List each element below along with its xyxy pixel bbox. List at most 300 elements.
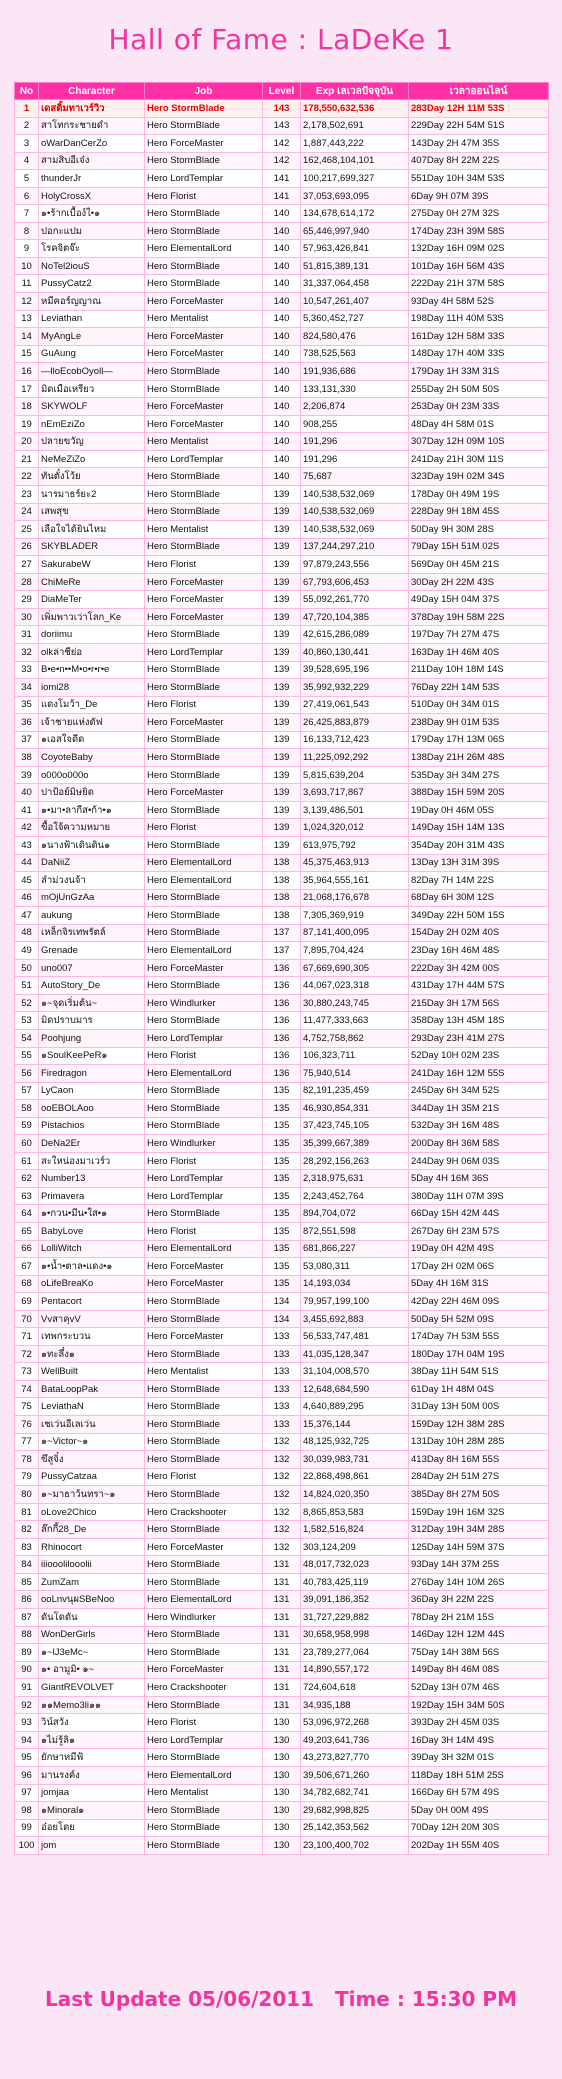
character-cell: เดสติ้มทาเวร์วิว <box>39 100 145 118</box>
exp-cell: 137,244,297,210 <box>301 538 409 556</box>
level-cell: 139 <box>263 801 301 819</box>
character-cell: Firedragon <box>39 1065 145 1083</box>
character-cell: doriimu <box>39 626 145 644</box>
rank-cell: 28 <box>15 573 39 591</box>
level-cell: 131 <box>263 1609 301 1627</box>
table-row <box>15 573 549 591</box>
online-time-cell: 323Day 19H 02M 34S <box>409 468 549 486</box>
table-row <box>15 100 549 118</box>
character-cell: WellBuilt <box>39 1363 145 1381</box>
level-cell: 131 <box>263 1556 301 1574</box>
rank-cell: 87 <box>15 1609 39 1627</box>
online-time-cell: 93Day 14H 37M 25S <box>409 1556 549 1574</box>
job-cell: Hero StormBlade <box>145 1380 263 1398</box>
exp-cell: 47,720,104,385 <box>301 608 409 626</box>
table-row <box>15 310 549 328</box>
rank-cell: 79 <box>15 1468 39 1486</box>
rank-cell: 100 <box>15 1837 39 1855</box>
level-cell: 140 <box>263 468 301 486</box>
exp-cell: 34,782,682,741 <box>301 1784 409 1802</box>
exp-cell: 1,024,320,012 <box>301 819 409 837</box>
online-time-cell: 179Day 17H 13M 06S <box>409 731 549 749</box>
rank-cell: 72 <box>15 1345 39 1363</box>
online-time-cell: 532Day 3H 16M 48S <box>409 1117 549 1135</box>
exp-cell: 42,615,286,089 <box>301 626 409 644</box>
table-row <box>15 468 549 486</box>
table-row <box>15 433 549 451</box>
job-cell: Hero ForceMaster <box>145 784 263 802</box>
online-time-cell: 276Day 14H 10M 26S <box>409 1573 549 1591</box>
table-row <box>15 1328 549 1346</box>
job-cell: Hero StormBlade <box>145 1012 263 1030</box>
job-cell: Hero ForceMaster <box>145 591 263 609</box>
level-cell: 139 <box>263 503 301 521</box>
level-cell: 130 <box>263 1766 301 1784</box>
level-cell: 140 <box>263 450 301 468</box>
table-row <box>15 1117 549 1135</box>
online-time-cell: 275Day 0H 27M 32S <box>409 205 549 223</box>
character-cell: ขึสูจิ๋ง <box>39 1451 145 1469</box>
job-cell: Hero StormBlade <box>145 503 263 521</box>
level-cell: 138 <box>263 907 301 925</box>
online-time-cell: 238Day 9H 01M 53S <box>409 714 549 732</box>
table-row <box>15 1170 549 1188</box>
level-cell: 132 <box>263 1451 301 1469</box>
level-cell: 139 <box>263 573 301 591</box>
character-cell: olkล่าชีย่อ <box>39 643 145 661</box>
level-cell: 130 <box>263 1749 301 1767</box>
table-row <box>15 1380 549 1398</box>
level-cell: 140 <box>263 380 301 398</box>
online-time-cell: 378Day 19H 58M 22S <box>409 608 549 626</box>
job-cell: Hero StormBlade <box>145 363 263 381</box>
rank-cell: 50 <box>15 959 39 977</box>
job-cell: Hero StormBlade <box>145 1451 263 1469</box>
online-time-cell: 36Day 3H 22M 22S <box>409 1591 549 1609</box>
table-row <box>15 1591 549 1609</box>
rank-cell: 7 <box>15 205 39 223</box>
character-cell: ทันตั๋งโว้ย <box>39 468 145 486</box>
exp-cell: 11,225,092,292 <box>301 749 409 767</box>
rank-cell: 71 <box>15 1328 39 1346</box>
job-cell: Hero ElementalLord <box>145 1766 263 1784</box>
rank-cell: 19 <box>15 415 39 433</box>
exp-cell: 5,815,639,204 <box>301 766 409 784</box>
exp-cell: 30,880,243,745 <box>301 994 409 1012</box>
table-row <box>15 714 549 732</box>
character-cell: BataLoopPak <box>39 1380 145 1398</box>
table-row <box>15 450 549 468</box>
job-cell: Hero StormBlade <box>145 1802 263 1820</box>
level-cell: 136 <box>263 1012 301 1030</box>
job-cell: Hero StormBlade <box>145 468 263 486</box>
exp-cell: 45,375,463,913 <box>301 854 409 872</box>
character-cell: ๑นางฟ้าเดินดิน๑ <box>39 836 145 854</box>
character-cell: CoyoteBaby <box>39 749 145 767</box>
online-time-cell: 70Day 12H 20M 30S <box>409 1819 549 1837</box>
level-cell: 135 <box>263 1240 301 1258</box>
table-row <box>15 1363 549 1381</box>
rank-cell: 67 <box>15 1258 39 1276</box>
table-row <box>15 1714 549 1732</box>
exp-cell: 56,533,747,481 <box>301 1328 409 1346</box>
character-cell: ปอกะแปม <box>39 222 145 240</box>
level-cell: 130 <box>263 1714 301 1732</box>
character-cell: PussyCatz2 <box>39 275 145 293</box>
job-cell: Hero StormBlade <box>145 907 263 925</box>
level-cell: 139 <box>263 714 301 732</box>
character-cell: เจ้าชายแห่งดัฟ <box>39 714 145 732</box>
rank-cell: 20 <box>15 433 39 451</box>
table-row <box>15 1082 549 1100</box>
online-time-cell: 154Day 2H 02M 40S <box>409 924 549 942</box>
character-cell: Rhinocort <box>39 1538 145 1556</box>
exp-cell: 16,133,712,423 <box>301 731 409 749</box>
level-cell: 140 <box>263 205 301 223</box>
exp-cell: 14,824,020,350 <box>301 1486 409 1504</box>
footer <box>0 1983 562 2015</box>
online-time-cell: 93Day 4H 58M 52S <box>409 293 549 311</box>
table-row <box>15 240 549 258</box>
exp-cell: 30,039,983,731 <box>301 1451 409 1469</box>
level-cell: 136 <box>263 977 301 995</box>
exp-cell: 29,682,998,825 <box>301 1802 409 1820</box>
level-cell: 131 <box>263 1696 301 1714</box>
level-cell: 138 <box>263 889 301 907</box>
column-header-level: Level <box>263 83 301 100</box>
exp-cell: 162,468,104,101 <box>301 152 409 170</box>
level-cell: 141 <box>263 187 301 205</box>
online-time-cell: 228Day 9H 18M 45S <box>409 503 549 521</box>
character-cell: GuAung <box>39 345 145 363</box>
character-cell: สามสิบอีเจ๋ง <box>39 152 145 170</box>
character-cell: mOjUnGzAa <box>39 889 145 907</box>
rank-cell: 5 <box>15 170 39 188</box>
level-cell: 130 <box>263 1819 301 1837</box>
character-cell: jomjaa <box>39 1784 145 1802</box>
character-cell: ๑ไม่รู้ลิ๑ <box>39 1731 145 1749</box>
character-cell: โรคจิตจ๊ะ <box>39 240 145 258</box>
rank-cell: 45 <box>15 872 39 890</box>
rank-cell: 13 <box>15 310 39 328</box>
table-row <box>15 1503 549 1521</box>
level-cell: 133 <box>263 1363 301 1381</box>
exp-cell: 1,887,443,222 <box>301 135 409 153</box>
rank-cell: 85 <box>15 1573 39 1591</box>
exp-cell: 79,957,199,100 <box>301 1293 409 1311</box>
table-row <box>15 187 549 205</box>
job-cell: Hero Florist <box>145 819 263 837</box>
online-time-cell: 284Day 2H 51M 27S <box>409 1468 549 1486</box>
level-cell: 142 <box>263 152 301 170</box>
table-row <box>15 1293 549 1311</box>
character-cell: iomi28 <box>39 679 145 697</box>
table-row <box>15 222 549 240</box>
exp-cell: 37,423,745,105 <box>301 1117 409 1135</box>
online-time-cell: 118Day 18H 51M 25S <box>409 1766 549 1784</box>
exp-cell: 894,704,072 <box>301 1205 409 1223</box>
exp-cell: 21,068,176,678 <box>301 889 409 907</box>
exp-cell: 67,669,690,305 <box>301 959 409 977</box>
rank-cell: 24 <box>15 503 39 521</box>
online-time-cell: 197Day 7H 27M 47S <box>409 626 549 644</box>
job-cell: Hero Florist <box>145 556 263 574</box>
online-time-cell: 413Day 8H 16M 55S <box>409 1451 549 1469</box>
job-cell: Hero ElementalLord <box>145 240 263 258</box>
job-cell: Hero LordTemplar <box>145 1187 263 1205</box>
level-cell: 140 <box>263 257 301 275</box>
level-cell: 139 <box>263 696 301 714</box>
level-cell: 139 <box>263 643 301 661</box>
table-row <box>15 889 549 907</box>
character-cell: ๑• อามูมิ• ๑~ <box>39 1661 145 1679</box>
column-header-online-time: เวลาออนไลน์ <box>409 83 549 100</box>
job-cell: Hero ElementalLord <box>145 872 263 890</box>
online-time-cell: 78Day 2H 21M 15S <box>409 1609 549 1627</box>
job-cell: Hero ForceMaster <box>145 345 263 363</box>
rank-cell: 70 <box>15 1310 39 1328</box>
exp-cell: 87,141,400,095 <box>301 924 409 942</box>
level-cell: 130 <box>263 1802 301 1820</box>
online-time-cell: 5Day 4H 16M 36S <box>409 1170 549 1188</box>
exp-cell: 31,104,008,570 <box>301 1363 409 1381</box>
rank-cell: 3 <box>15 135 39 153</box>
table-row <box>15 784 549 802</box>
rank-cell: 60 <box>15 1135 39 1153</box>
exp-cell: 39,091,186,352 <box>301 1591 409 1609</box>
online-time-cell: 19Day 0H 46M 05S <box>409 801 549 819</box>
job-cell: Hero StormBlade <box>145 1573 263 1591</box>
table-row <box>15 626 549 644</box>
character-cell: ๑๑Memo3li๑๑ <box>39 1696 145 1714</box>
table-row <box>15 345 549 363</box>
exp-cell: 65,446,997,940 <box>301 222 409 240</box>
job-cell: Hero StormBlade <box>145 1398 263 1416</box>
character-cell: NoTel2iouS <box>39 257 145 275</box>
job-cell: Hero StormBlade <box>145 1416 263 1434</box>
character-cell: Pistachios <box>39 1117 145 1135</box>
rank-cell: 21 <box>15 450 39 468</box>
character-cell: เหล็กจิรเทพรัตล์ <box>39 924 145 942</box>
exp-cell: 2,178,502,691 <box>301 117 409 135</box>
exp-cell: 53,096,972,268 <box>301 1714 409 1732</box>
job-cell: Hero Mentalist <box>145 1363 263 1381</box>
exp-cell: 55,092,261,770 <box>301 591 409 609</box>
rank-cell: 78 <box>15 1451 39 1469</box>
rank-cell: 40 <box>15 784 39 802</box>
table-row <box>15 521 549 539</box>
table-row <box>15 205 549 223</box>
character-cell: MyAngLe <box>39 328 145 346</box>
exp-cell: 140,538,532,069 <box>301 521 409 539</box>
character-cell: PussyCatzaa <box>39 1468 145 1486</box>
character-cell: ๑SoulKeePeR๑ <box>39 1047 145 1065</box>
exp-cell: 53,080,311 <box>301 1258 409 1276</box>
rank-cell: 99 <box>15 1819 39 1837</box>
online-time-cell: 431Day 17H 44M 57S <box>409 977 549 995</box>
online-time-cell: 61Day 1H 48M 04S <box>409 1380 549 1398</box>
character-cell: ขื้อใจ้ความหมาย <box>39 819 145 837</box>
rank-cell: 90 <box>15 1661 39 1679</box>
job-cell: Hero StormBlade <box>145 679 263 697</box>
character-cell: B•e•n••M•o•r•r•e <box>39 661 145 679</box>
exp-cell: 51,815,389,131 <box>301 257 409 275</box>
exp-cell: 14,193,034 <box>301 1275 409 1293</box>
table-row <box>15 1784 549 1802</box>
rank-cell: 25 <box>15 521 39 539</box>
character-cell: Grenade <box>39 942 145 960</box>
rank-cell: 49 <box>15 942 39 960</box>
job-cell: Hero StormBlade <box>145 100 263 118</box>
table-row <box>15 1135 549 1153</box>
online-time-cell: 229Day 22H 54M 51S <box>409 117 549 135</box>
exp-cell: 35,964,555,161 <box>301 872 409 890</box>
rank-cell: 95 <box>15 1749 39 1767</box>
character-cell: BabyLove <box>39 1223 145 1241</box>
table-row <box>15 994 549 1012</box>
job-cell: Hero Crackshooter <box>145 1679 263 1697</box>
job-cell: Hero Florist <box>145 696 263 714</box>
job-cell: Hero Florist <box>145 1223 263 1241</box>
table-row <box>15 696 549 714</box>
online-time-cell: 407Day 8H 22M 22S <box>409 152 549 170</box>
rank-cell: 55 <box>15 1047 39 1065</box>
character-cell: เพิ่มพาวเว่าโลก_Ke <box>39 608 145 626</box>
job-cell: Hero StormBlade <box>145 1556 263 1574</box>
job-cell: Hero StormBlade <box>145 1626 263 1644</box>
online-time-cell: 174Day 7H 53M 55S <box>409 1328 549 1346</box>
table-row <box>15 1521 549 1539</box>
table-row <box>15 328 549 346</box>
exp-cell: 57,963,426,841 <box>301 240 409 258</box>
level-cell: 140 <box>263 310 301 328</box>
character-cell: สาโทกระชายดำ <box>39 117 145 135</box>
table-row <box>15 538 549 556</box>
exp-cell: 4,640,889,295 <box>301 1398 409 1416</box>
rank-cell: 22 <box>15 468 39 486</box>
online-time-cell: 166Day 6H 57M 49S <box>409 1784 549 1802</box>
table-row <box>15 1258 549 1276</box>
job-cell: Hero ForceMaster <box>145 415 263 433</box>
level-cell: 138 <box>263 854 301 872</box>
job-cell: Hero LordTemplar <box>145 1170 263 1188</box>
exp-cell: 100,217,699,327 <box>301 170 409 188</box>
column-header-job: Job <box>145 83 263 100</box>
exp-cell: 14,890,557,172 <box>301 1661 409 1679</box>
job-cell: Hero StormBlade <box>145 836 263 854</box>
table-row <box>15 1661 549 1679</box>
job-cell: Hero StormBlade <box>145 749 263 767</box>
exp-cell: 15,376,144 <box>301 1416 409 1434</box>
column-header-character: Character <box>39 83 145 100</box>
exp-cell: 1,582,516,824 <box>301 1521 409 1539</box>
job-cell: Hero StormBlade <box>145 1293 263 1311</box>
level-cell: 131 <box>263 1591 301 1609</box>
level-cell: 140 <box>263 240 301 258</box>
exp-cell: 48,017,732,023 <box>301 1556 409 1574</box>
online-time-cell: 267Day 6H 23M 57S <box>409 1223 549 1241</box>
exp-cell: 3,455,692,883 <box>301 1310 409 1328</box>
job-cell: Hero ElementalLord <box>145 1591 263 1609</box>
character-cell: jom <box>39 1837 145 1855</box>
character-cell: Leviathan <box>39 310 145 328</box>
job-cell: Hero StormBlade <box>145 205 263 223</box>
character-cell: DeNa2Er <box>39 1135 145 1153</box>
exp-cell: 41,035,128,347 <box>301 1345 409 1363</box>
character-cell: AutoStory_De <box>39 977 145 995</box>
level-cell: 139 <box>263 661 301 679</box>
job-cell: Hero StormBlade <box>145 766 263 784</box>
table-row <box>15 959 549 977</box>
online-time-cell: 192Day 15H 34M 50S <box>409 1696 549 1714</box>
rank-cell: 62 <box>15 1170 39 1188</box>
rank-cell: 54 <box>15 1029 39 1047</box>
online-time-cell: 161Day 12H 58M 33S <box>409 328 549 346</box>
rank-cell: 61 <box>15 1152 39 1170</box>
online-time-cell: 50Day 9H 30M 28S <box>409 521 549 539</box>
exp-cell: 11,477,333,663 <box>301 1012 409 1030</box>
job-cell: Hero StormBlade <box>145 1117 263 1135</box>
online-time-cell: 125Day 14H 59M 37S <box>409 1538 549 1556</box>
character-cell: GiantREVOLVET <box>39 1679 145 1697</box>
table-row <box>15 1240 549 1258</box>
online-time-cell: 551Day 10H 34M 53S <box>409 170 549 188</box>
job-cell: Hero ElementalLord <box>145 942 263 960</box>
table-row <box>15 819 549 837</box>
rank-cell: 6 <box>15 187 39 205</box>
online-time-cell: 6Day 9H 07M 39S <box>409 187 549 205</box>
character-cell: ๑เอสใจดีด <box>39 731 145 749</box>
job-cell: Hero ElementalLord <box>145 1065 263 1083</box>
online-time-cell: 178Day 0H 49M 19S <box>409 486 549 504</box>
online-time-cell: 38Day 11H 54M 51S <box>409 1363 549 1381</box>
character-cell: oLifeBreaKo <box>39 1275 145 1293</box>
table-row <box>15 591 549 609</box>
level-cell: 135 <box>263 1170 301 1188</box>
character-cell: ๑•กวน•มีน•ใส•๑ <box>39 1205 145 1223</box>
character-cell: หมีคอร์ญญาณ <box>39 293 145 311</box>
rank-cell: 92 <box>15 1696 39 1714</box>
character-cell: ปาป้อย์มิษยิด <box>39 784 145 802</box>
table-row <box>15 1275 549 1293</box>
exp-cell: 23,789,277,064 <box>301 1644 409 1662</box>
character-cell: ooEBOLAoo <box>39 1100 145 1118</box>
online-time-cell: 159Day 12H 38M 28S <box>409 1416 549 1434</box>
character-cell: Pentacort <box>39 1293 145 1311</box>
level-cell: 135 <box>263 1258 301 1276</box>
table-row <box>15 1416 549 1434</box>
character-cell: WonDerGirls <box>39 1626 145 1644</box>
online-time-cell: 146Day 12H 12M 44S <box>409 1626 549 1644</box>
character-cell: เชเว่นอีเลเว่น <box>39 1416 145 1434</box>
character-cell: HolyCrossX <box>39 187 145 205</box>
job-cell: Hero StormBlade <box>145 1521 263 1539</box>
character-cell: SakurabeW <box>39 556 145 574</box>
level-cell: 139 <box>263 556 301 574</box>
rank-cell: 2 <box>15 117 39 135</box>
online-time-cell: 39Day 3H 32M 01S <box>409 1749 549 1767</box>
character-cell: aukung <box>39 907 145 925</box>
job-cell: Hero StormBlade <box>145 1205 263 1223</box>
character-cell: ๑~Victor~๑ <box>39 1433 145 1451</box>
exp-cell: 39,528,695,196 <box>301 661 409 679</box>
character-cell: o000o000o <box>39 766 145 784</box>
level-cell: 135 <box>263 1100 301 1118</box>
table-row <box>15 854 549 872</box>
job-cell: Hero Florist <box>145 1468 263 1486</box>
online-time-cell: 510Day 0H 34M 01S <box>409 696 549 714</box>
exp-cell: 25,142,353,562 <box>301 1819 409 1837</box>
